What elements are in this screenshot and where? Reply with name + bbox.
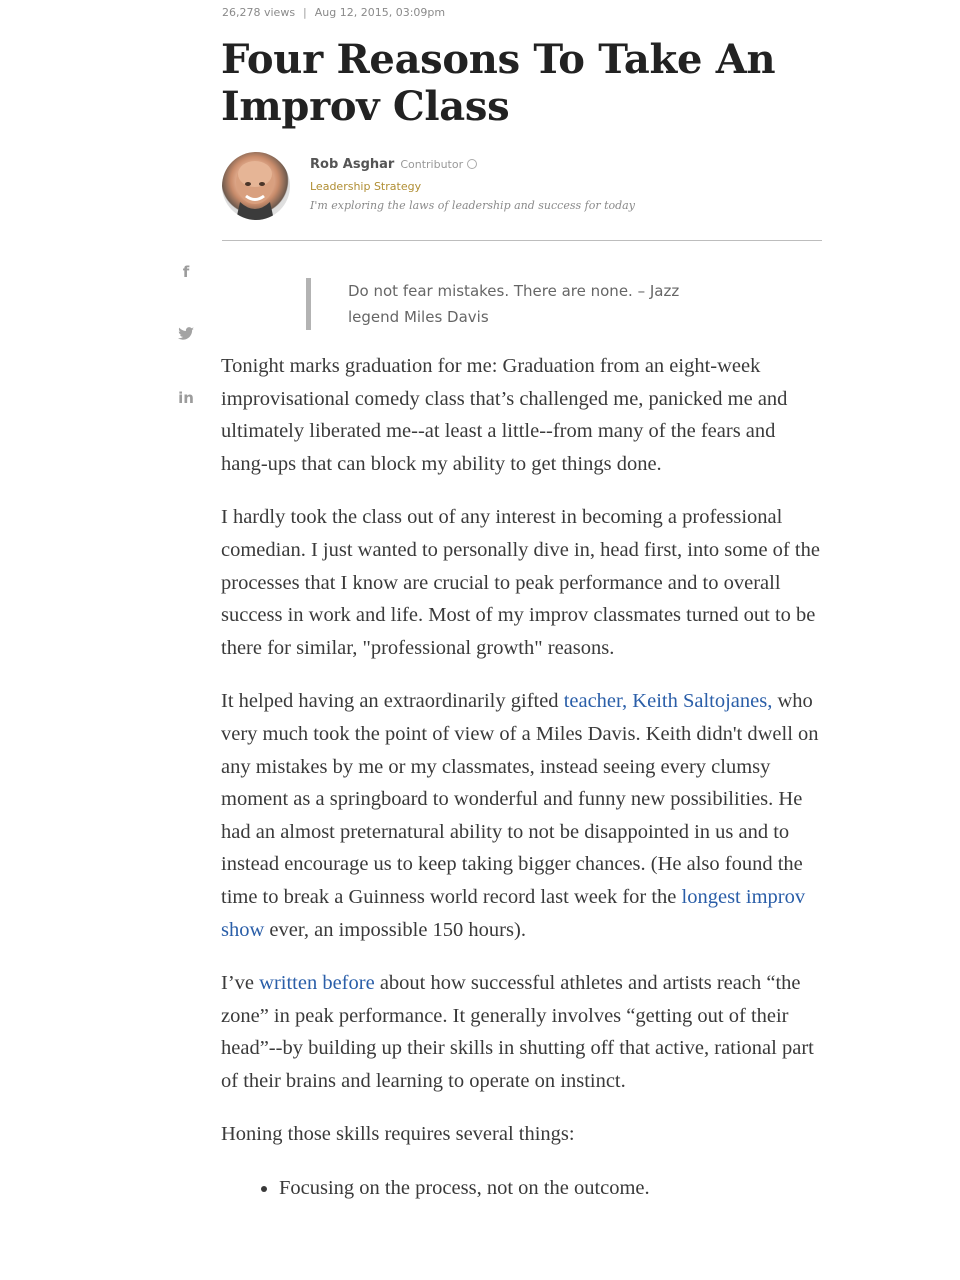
author-tagline: I'm exploring the laws of leadership and success for today: [310, 199, 635, 212]
paragraph-3: [221, 685, 827, 946]
author-section-link[interactable]: Leadership Strategy: [310, 180, 422, 193]
header-divider: [222, 240, 822, 241]
article-title: Four Reasons To Take An Improv Class: [221, 36, 776, 130]
paragraph-3-start: It helped having an extraordinarily gifted: [221, 690, 564, 713]
paragraph-3-middle: who very much took the point of view of a Miles Davis. Keith didn't dwell on any mistakes by me or my classmates, instead seeing every clumsy moment as a springboard to wonderful and funny new possibilities. He had an almost preternatural ability to not be disappointed in us and to instead encourage us to keep taking bigger chances. (He also found the time to break a Guinness world record last week for the: [221, 690, 819, 908]
author-name-line: [310, 157, 477, 172]
teacher-link[interactable]: teacher, Keith Saltojanes,: [563, 690, 773, 713]
facebook-share-icon[interactable]: f: [182, 263, 190, 281]
info-circle-icon[interactable]: [467, 159, 477, 169]
paragraph-4: [221, 967, 827, 1097]
publish-date: Aug 12, 2015, 03:09pm: [314, 6, 446, 19]
paragraph-2: I hardly took the class out of any interest in becoming a professional comedian. I just wanted to personally dive in, head first, into some of the processes that I know are crucial to peak performance and to overall success in work and life. Most of my improv classmates turned out to be there for similar, "professional growth" reasons.: [221, 506, 820, 659]
list-item: • Focusing on the process, not on the outcome.: [279, 1172, 827, 1205]
author-block: [222, 152, 822, 224]
pull-quote-text: Do not fear mistakes. There are none. – Jazz legend Miles Davis: [348, 282, 680, 326]
longest-improv-show-link[interactable]: longest improv show: [221, 885, 806, 941]
author-role: Contributor: [400, 158, 464, 171]
author-name[interactable]: Rob Asghar: [310, 157, 395, 172]
paragraph-3-end: ever, an impossible 150 hours).: [264, 918, 526, 941]
pull-quote: [306, 278, 726, 330]
article-meta: [222, 6, 445, 19]
linkedin-share-icon[interactable]: in: [178, 389, 194, 407]
paragraph-1: Tonight marks graduation for me: Graduation from an eight-week improvisational comedy class that’s challenged me, panicked me and ultimately liberated me--at least a little--from many of the fears and hang-ups that can block my ability to get things done.: [221, 355, 788, 475]
view-count: 26,278 views: [222, 6, 296, 19]
article-body: [221, 350, 827, 1205]
paragraph-4-start: I’ve: [221, 972, 260, 995]
twitter-bird-icon: [178, 327, 194, 341]
meta-separator: |: [303, 6, 307, 19]
bullet-list: [221, 1172, 827, 1205]
paragraph-5: Honing those skills requires several things:: [221, 1123, 575, 1146]
paragraph-4-end: about how successful athletes and artists reach “the zone” in peak performance. It generally involves “getting out of their head”--by building up their skills in shutting off that active, rational part of their brains and learning to operate on instinct.: [221, 972, 814, 1092]
avatar[interactable]: [222, 152, 290, 220]
twitter-share-icon[interactable]: [176, 326, 196, 345]
written-before-link[interactable]: written before: [259, 972, 375, 995]
